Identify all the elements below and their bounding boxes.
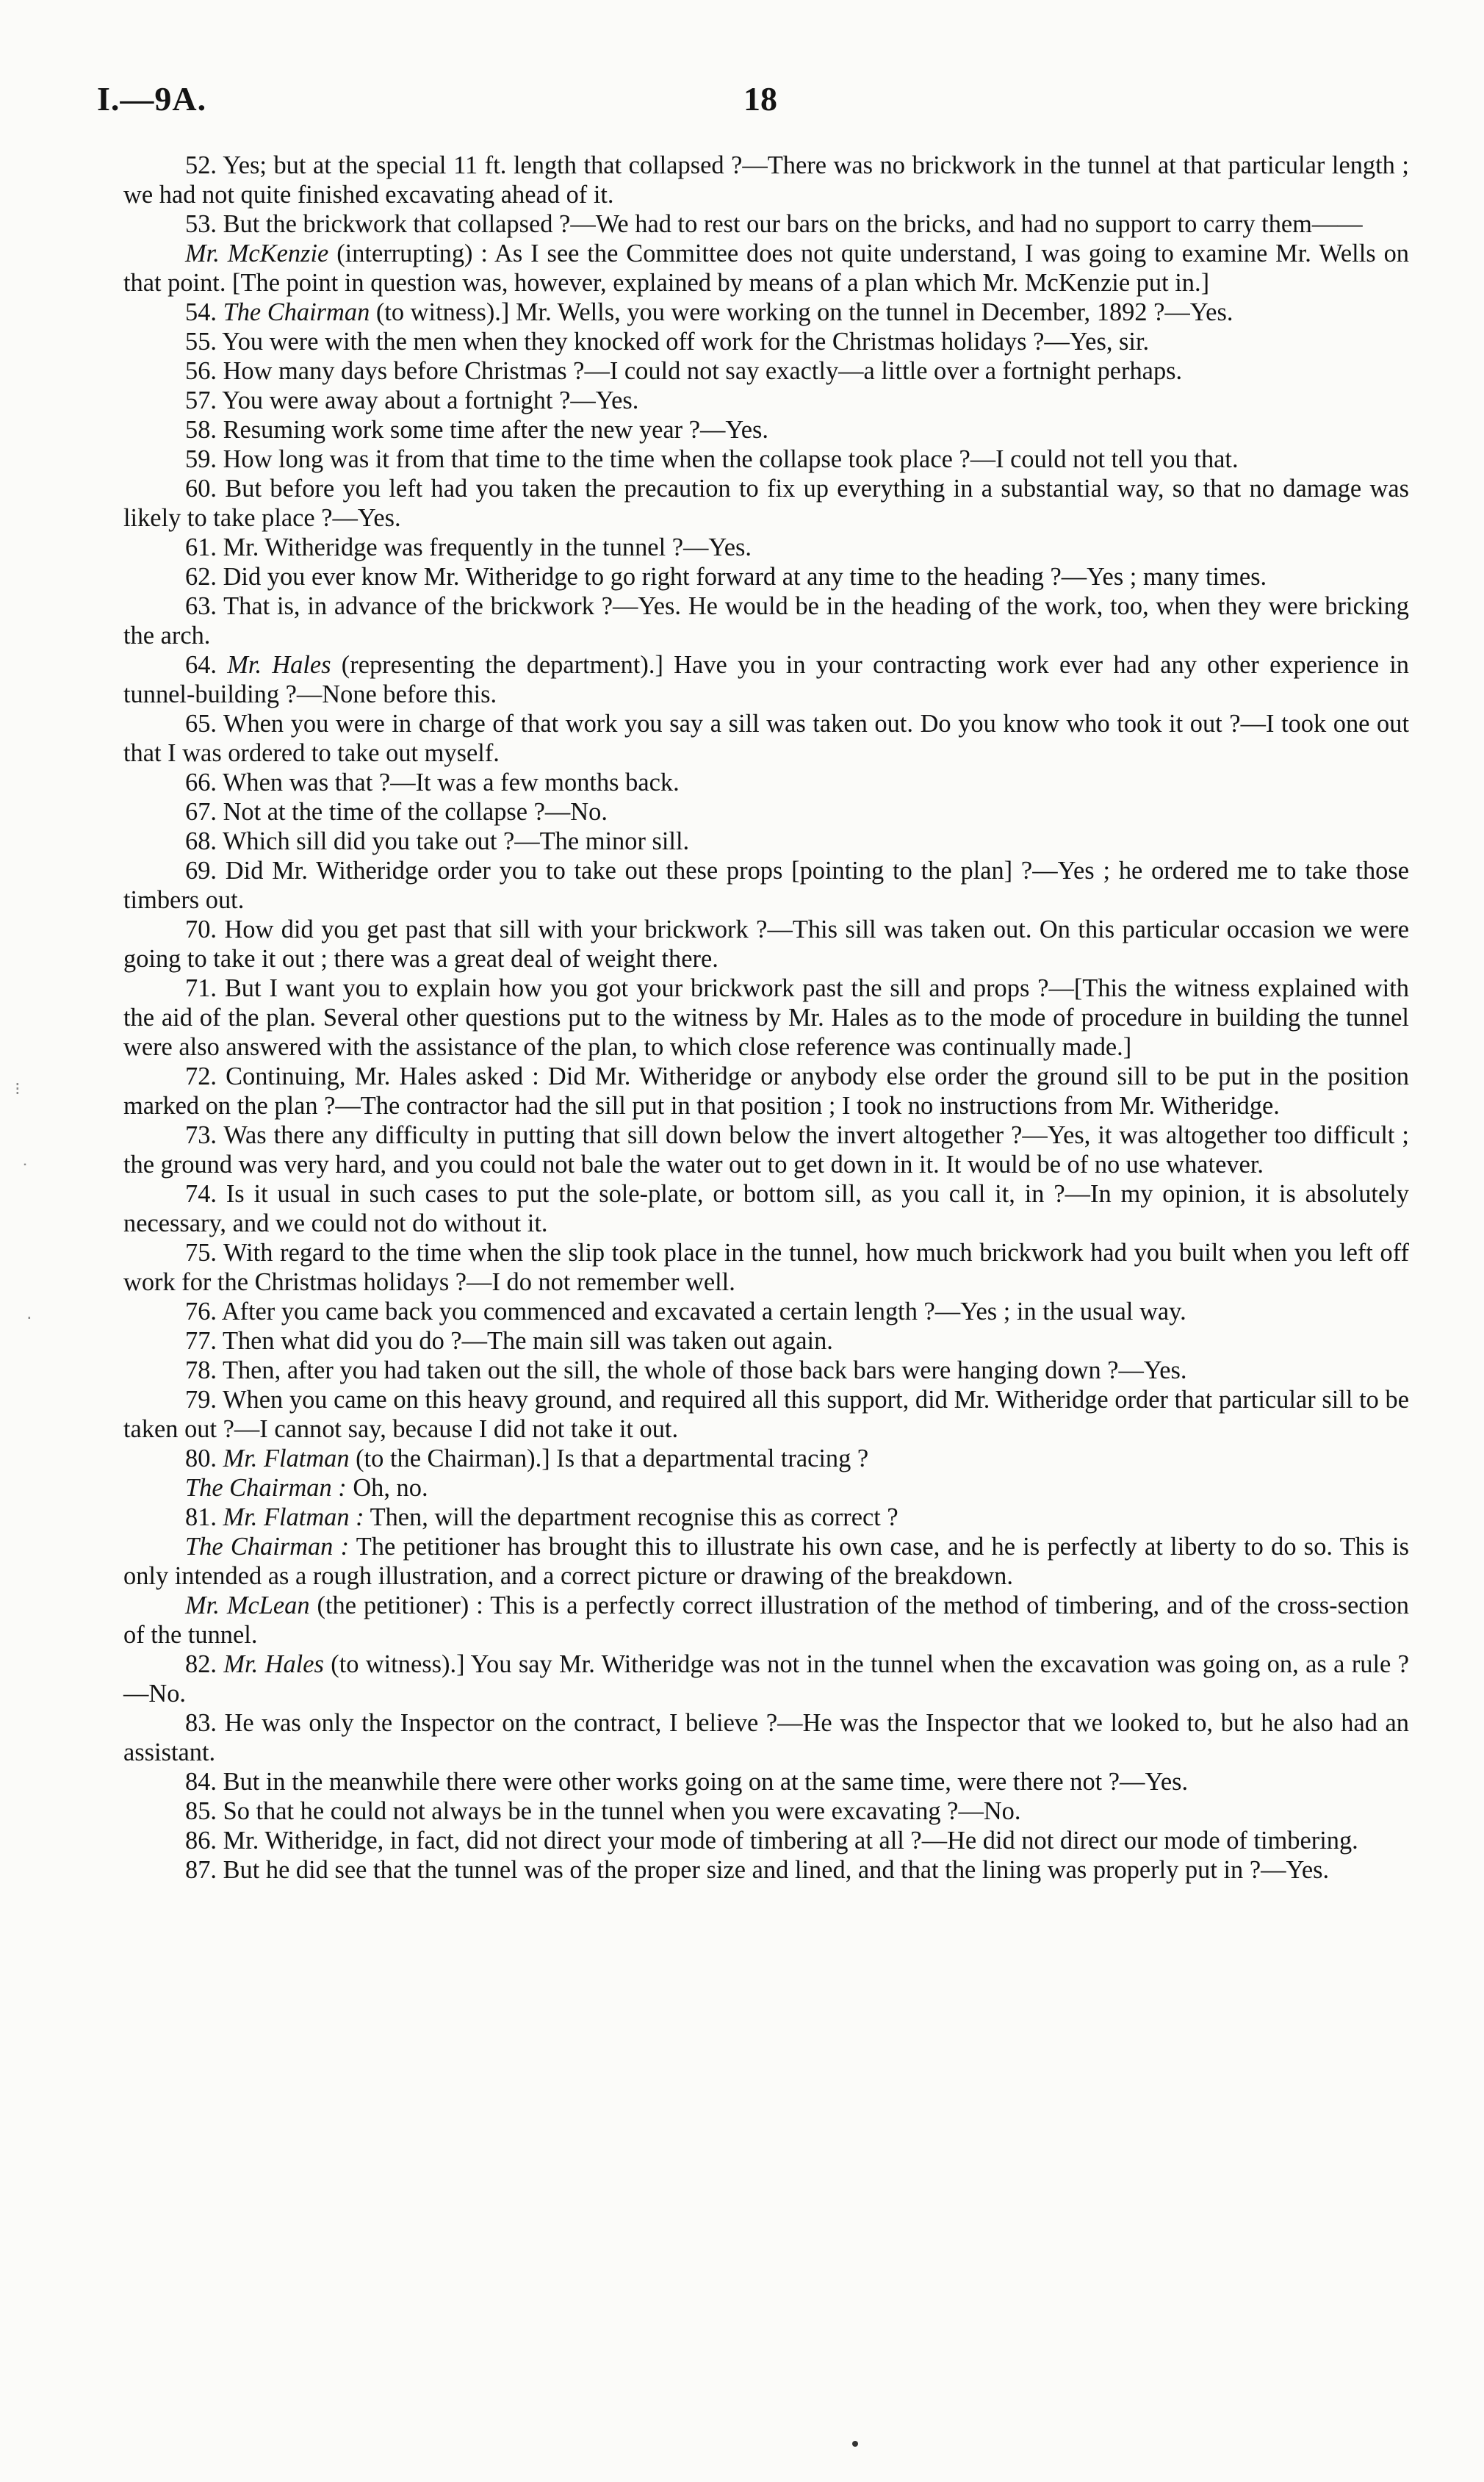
paragraph: 79. When you came on this heavy ground, and required all this support, did Mr. Witheridge order that particular sill to be taken out ?—I cannot say, because I did not take it out. (123, 1386, 1409, 1443)
paragraph: 70. How did you get past that sill with your brickwork ?—This sill was taken out. On this particular occasion we were going to take it out ; there was a great deal of weight there. (123, 916, 1409, 973)
paragraph: 53. But the brickwork that collapsed ?—We had to rest our bars on the bricks, and had no support to carry them—— (185, 210, 1363, 238)
paragraph: 81. Mr. Flatman : Then, will the department recognise this as correct ? (185, 1503, 898, 1531)
paragraph: 68. Which sill did you take out ?—The minor sill. (185, 827, 690, 855)
margin-mark: · (26, 1308, 32, 1328)
paragraph: 87. But he did see that the tunnel was of the proper size and lined, and that the lining was properly put in ?—Yes. (185, 1856, 1330, 1884)
paragraph: 61. Mr. Witheridge was frequently in the tunnel ?—Yes. (185, 533, 752, 561)
paragraph: 65. When you were in charge of that work you say a sill was taken out. Do you know who took it out ?—I took one out that I was ordered to take out myself. (123, 710, 1409, 767)
paragraph: 67. Not at the time of the collapse ?—No. (185, 798, 608, 826)
paragraph: 59. How long was it from that time to the time when the collapse took place ?—I could not tell you that. (185, 445, 1239, 473)
paragraph: 63. That is, in advance of the brickwork ?—Yes. He would be in the heading of the work, too, when they were bricking the arch. (123, 592, 1409, 650)
paragraph: 77. Then what did you do ?—The main sill was taken out again. (185, 1327, 833, 1355)
paragraph: 62. Did you ever know Mr. Witheridge to go right forward at any time to the heading ?—Yes ; many times. (185, 563, 1267, 591)
paragraph: 64. Mr. Hales (representing the department).] Have you in your contracting work ever had any other experience in tunnel-building ?—None before this. (123, 651, 1409, 708)
paragraph: 86. Mr. Witheridge, in fact, did not direct your mode of timbering at all ?—He did not direct our mode of timbering. (185, 1827, 1358, 1855)
paragraph: 76. After you came back you commenced and excavated a certain length ?—Yes ; in the usual way. (185, 1298, 1186, 1325)
document-body (123, 151, 1409, 1885)
paragraph: 74. Is it usual in such cases to put the sole-plate, or bottom sill, as you call it, in ?—In my opinion, it is absolutely necessary, and we could not do without it. (123, 1180, 1409, 1237)
paragraph: Mr. McKenzie (interrupting) : As I see the Committee does not quite understand, I was going to examine Mr. Wells on that point. [The point in question was, however, explained by means of a plan which Mr. McKenzie put in.] (123, 240, 1409, 297)
page-number: 18 (743, 80, 777, 118)
document-reference: I.—9A. (97, 80, 207, 118)
paragraph: 60. But before you left had you taken the precaution to fix up everything in a substantial way, so that no damage was likely to take place ?—Yes. (123, 475, 1409, 532)
paragraph: 52. Yes; but at the special 11 ft. length that collapsed ?—There was no brickwork in the tunnel at that particular length ; we had not quite finished excavating ahead of it. (123, 151, 1409, 209)
paragraph: 55. You were with the men when they knocked off work for the Christmas holidays ?—Yes, sir. (185, 328, 1150, 356)
paragraph: 72. Continuing, Mr. Hales asked : Did Mr. Witheridge or anybody else order the ground sill to be put in the position marked on the plan ?—The contractor had the sill put in that position ; I took no instructions from Mr. Witheridge. (123, 1062, 1409, 1120)
paragraph: The Chairman : The petitioner has brought this to illustrate his own case, and he is perfectly at liberty to do so. This is only intended as a rough illustration, and a correct picture or drawing of the breakdown. (123, 1533, 1410, 1590)
paragraph: 73. Was there any difficulty in putting that sill down below the invert altogether ?—Yes, it was altogether too difficult ; the ground was very hard, and you could not bale the water out to get down in it. It would be of no use whatever. (123, 1121, 1409, 1179)
paragraph: 54. The Chairman (to witness).] Mr. Wells, you were working on the tunnel in December, 1892 ?—Yes. (185, 298, 1233, 326)
paragraph: 57. You were away about a fortnight ?—Yes. (185, 386, 639, 414)
paragraph: 66. When was that ?—It was a few months back. (185, 769, 680, 796)
paragraph: 83. He was only the Inspector on the contract, I believe ?—He was the Inspector that we looked to, but he also had an assistant. (123, 1709, 1409, 1766)
paragraph: 82. Mr. Hales (to witness).] You say Mr. Witheridge was not in the tunnel when the excavation was going on, as a rule ?—No. (123, 1650, 1409, 1708)
margin-mark: ⁝ (15, 1079, 21, 1099)
footer-dot (852, 2441, 858, 2447)
margin-mark: ˙ (21, 1161, 29, 1181)
paragraph: 71. But I want you to explain how you got your brickwork past the sill and props ?—[This the witness explained with the aid of the plan. Several other questions put to the witness by Mr. Hales as to the mode of procedure in building the tunnel were also answered with the assistance of the plan, to which close reference was continually made.] (123, 974, 1409, 1061)
paragraph: 75. With regard to the time when the slip took place in the tunnel, how much brickwork had you built when you left off work for the Christmas holidays ?—I do not remember well. (123, 1239, 1409, 1296)
paragraph: 56. How many days before Christmas ?—I could not say exactly—a little over a fortnight perhaps. (185, 357, 1183, 385)
paragraph: 69. Did Mr. Witheridge order you to take out these props [pointing to the plan] ?—Yes ; he ordered me to take those timbers out. (123, 857, 1409, 914)
paragraph: Mr. McLean (the petitioner) : This is a perfectly correct illustration of the method of timbering, and of the cross-section of the tunnel. (123, 1591, 1410, 1649)
paragraph: 58. Resuming work some time after the new year ?—Yes. (185, 416, 769, 444)
paragraph: 84. But in the meanwhile there were other works going on at the same time, were there not ?—Yes. (185, 1768, 1189, 1796)
paragraph: The Chairman : Oh, no. (185, 1474, 428, 1502)
paragraph: 85. So that he could not always be in the tunnel when you were excavating ?—No. (185, 1797, 1021, 1825)
paragraph: 80. Mr. Flatman (to the Chairman).] Is that a departmental tracing ? (185, 1445, 869, 1472)
paragraph: 78. Then, after you had taken out the sill, the whole of those back bars were hanging down ?—Yes. (185, 1356, 1187, 1384)
